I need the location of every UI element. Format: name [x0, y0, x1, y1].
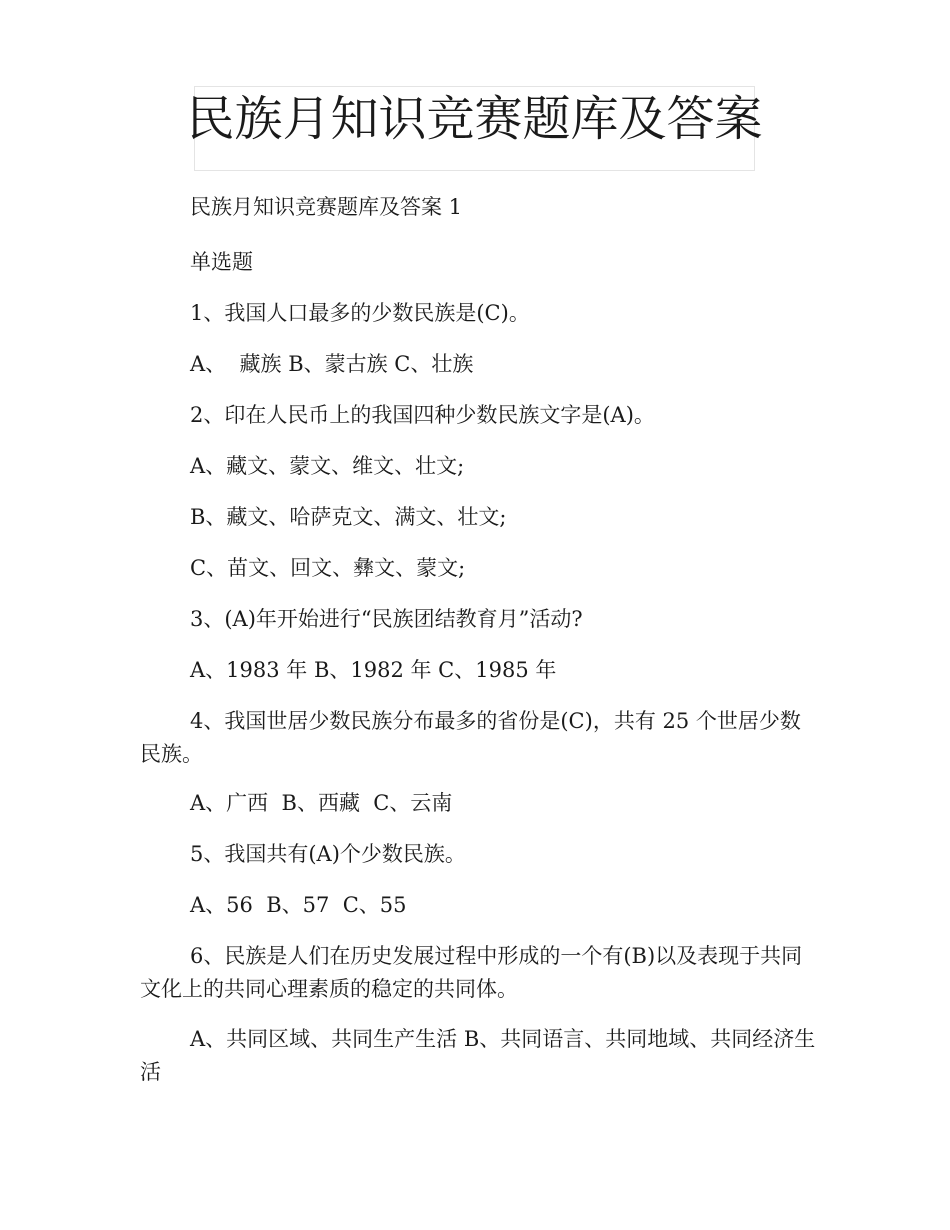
document-subtitle: 民族月知识竞赛题库及答案 1	[190, 195, 463, 219]
document-title: 民族月知识竞赛题库及答案	[186, 91, 763, 147]
section-heading: 单选题	[190, 250, 253, 274]
question-2-option-b: B、藏文、哈萨克文、满文、壮文;	[190, 505, 507, 529]
question-6: 6、民族是人们在历史发展过程中形成的一个有(B)以及表现于共同文化上的共同心理素质的稳定的共同体。	[140, 944, 803, 1001]
question-3: 3、(A)年开始进行“民族团结教育月”活动?	[190, 607, 583, 631]
question-2: 2、印在人民币上的我国四种少数民族文字是(A)。	[190, 403, 655, 427]
question-4-options: A、广西 B、西藏 C、云南	[190, 791, 453, 815]
question-1: 1、我国人口最多的少数民族是(C)。	[190, 301, 530, 325]
question-6-options: A、共同区域、共同生产生活 B、共同语言、共同地域、共同经济生活	[140, 1027, 816, 1084]
question-3-options: A、1983 年 B、1982 年 C、1985 年	[190, 658, 557, 682]
question-1-options: A、 藏族 B、蒙古族 C、壮族	[190, 352, 474, 376]
question-2-option-a: A、藏文、蒙文、维文、壮文;	[190, 454, 465, 478]
question-5-options: A、56 B、57 C、55	[190, 893, 407, 917]
title-box	[186, 86, 763, 171]
question-5: 5、我国共有(A)个少数民族。	[190, 842, 466, 866]
question-2-option-c: C、苗文、回文、彝文、蒙文;	[190, 556, 466, 580]
question-4: 4、我国世居少数民族分布最多的省份是(C)，共有 25 个世居少数民族。	[140, 709, 801, 766]
